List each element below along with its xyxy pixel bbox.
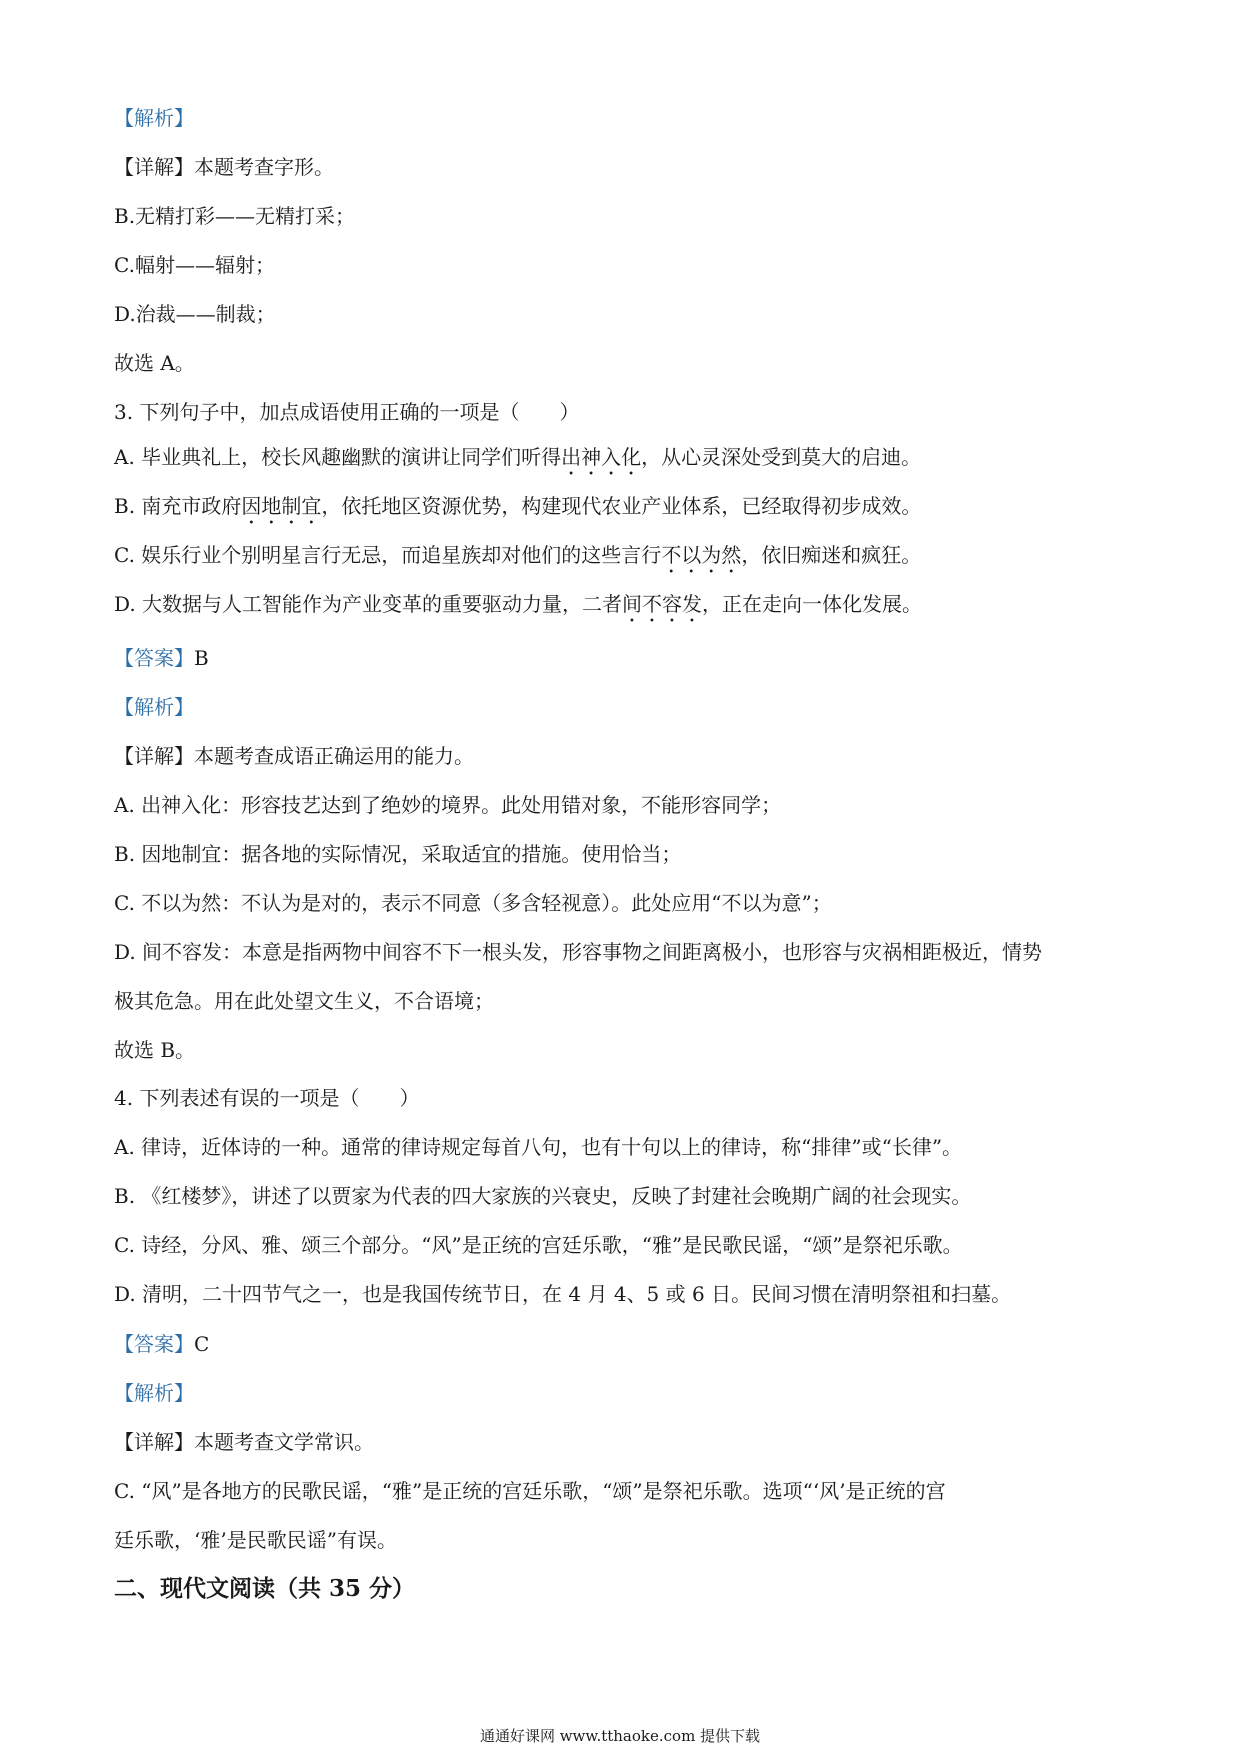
explanation-d-cont: 极其危急。用在此处望文生义，不合语境；: [114, 989, 494, 1013]
dotted-idiom: 出神入化: [561, 445, 642, 469]
answer-value: B: [194, 646, 209, 670]
answer-tag: 【答案】: [114, 646, 194, 670]
dotted-idiom: 因地制宜: [241, 494, 322, 518]
analysis-tag: 【解析】: [114, 1381, 194, 1405]
analysis-tag: 【解析】: [114, 106, 194, 130]
question-4-stem: 4. 下列表述有误的一项是（ ）: [114, 1086, 420, 1110]
section-title: 二、现代文阅读（共 35 分）: [114, 1575, 416, 1602]
detail-explanation: 【详解】本题考查成语正确运用的能力。: [114, 744, 474, 768]
question-4-option-a: A. 律诗，近体诗的一种。通常的律诗规定每首八句，也有十句以上的律诗，称“排律”或“长律”。: [114, 1135, 963, 1159]
option-text: D. 大数据与人工智能作为产业变革的重要驱动力量，二者: [114, 592, 623, 616]
explanation-d: D.治裁——制裁；: [114, 302, 276, 326]
option-text: ，正在走向一体化发展。: [702, 592, 923, 616]
answer-line: [114, 1330, 1134, 1358]
explanation-b: B.无精打彩——无精打采；: [114, 204, 356, 228]
conclusion: 故选 A。: [114, 351, 195, 375]
question-3-option-a: [114, 443, 1134, 480]
option-text: A. 毕业典礼上，校长风趣幽默的演讲让同学们听得: [114, 445, 562, 469]
question-4-option-d: D. 清明，二十四节气之一，也是我国传统节日，在 4 月 4、5 或 6 日。民间习惯在清明祭祖和扫墓。: [114, 1282, 1012, 1306]
explanation-b: B. 因地制宜：据各地的实际情况，采取适宜的措施。使用恰当；: [114, 842, 682, 866]
question-4-option-c: C. 诗经，分风、雅、颂三个部分。“风”是正统的宫廷乐歌，“雅”是民歌民谣，“颂”是祭祀乐歌。: [114, 1233, 963, 1257]
page-footer: 通通好课网 www.tthaoke.com 提供下载: [479, 1727, 761, 1745]
question-3-option-c: [114, 541, 1134, 578]
analysis-tag: 【解析】: [114, 695, 194, 719]
option-text: ，从心灵深处受到莫大的启迪。: [641, 445, 922, 469]
option-text: B. 南充市政府: [114, 494, 242, 518]
dotted-idiom: 间不容发: [622, 592, 703, 616]
explanation-a: A. 出神入化：形容技艺达到了绝妙的境界。此处用错对象，不能形容同学；: [114, 793, 782, 817]
answer-line: [114, 644, 1134, 672]
option-text: C. 娱乐行业个别明星言行无忌，而追星族却对他们的这些言行: [114, 543, 662, 567]
option-text: ，依托地区资源优势，构建现代农业产业体系，已经取得初步成效。: [321, 494, 922, 518]
question-3-option-b: [114, 492, 1134, 529]
detail-explanation: 【详解】本题考查文学常识。: [114, 1430, 374, 1454]
explanation-c-cont: 廷乐歌，‘雅’是民歌民谣”有误。: [114, 1528, 397, 1552]
detail-explanation: 【详解】本题考查字形。: [114, 155, 334, 179]
question-4-option-b: B. 《红楼梦》，讲述了以贾家为代表的四大家族的兴衰史，反映了封建社会晚期广阔的社会现实。: [114, 1184, 972, 1208]
answer-tag: 【答案】: [114, 1332, 194, 1356]
dotted-idiom: 不以为然: [661, 543, 742, 567]
answer-value: C: [194, 1332, 210, 1356]
explanation-c: C. 不以为然：不认为是对的，表示不同意（多含轻视意）。此处应用“不以为意”；: [114, 891, 832, 915]
conclusion: 故选 B。: [114, 1038, 196, 1062]
question-3-stem: 3. 下列句子中，加点成语使用正确的一项是（ ）: [114, 400, 580, 424]
explanation-c: C.幅射——辐射；: [114, 253, 275, 277]
option-text: ，依旧痴迷和疯狂。: [741, 543, 922, 567]
explanation-d: D. 间不容发：本意是指两物中间容不下一根头发，形容事物之间距离极小，也形容与灾祸相距极近，情势: [114, 940, 1043, 964]
question-3-option-d: [114, 590, 1134, 627]
explanation-c: C. “风”是各地方的民歌民谣，“雅”是正统的宫廷乐歌，“颂”是祭祀乐歌。选项“‘风’是正统的宫: [114, 1479, 946, 1503]
